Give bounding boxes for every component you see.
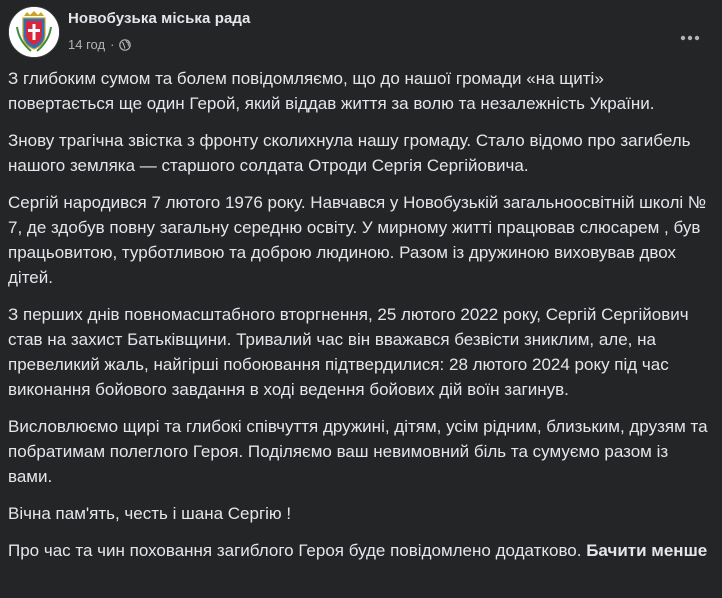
globe-icon[interactable] (119, 39, 131, 51)
post-paragraph: Вічна пам'ять, честь і шана Сергію ! (8, 504, 292, 523)
post-paragraph: Знову трагічна звістка з фронту сколихнула нашу громаду. Стало відомо про загибель нашого земляка — старшого солдата Отроди Сергія Сергійовича. (8, 131, 691, 175)
more-options-icon (680, 35, 700, 41)
last-paragraph-text: Про час та чин поховання загиблого Героя буде повідомлено додатково. (8, 541, 582, 560)
post-time[interactable]: 14 год (68, 37, 106, 52)
page-avatar[interactable] (8, 6, 60, 58)
post-paragraph-last (8, 538, 714, 563)
post-paragraph: З глибоким сумом та болем повідомляємо, що до нашої громади «на щиті» повертається ще один Герой, який віддав життя за волю та незалежність України. (8, 69, 655, 113)
post-paragraph: З перших днів повномасштабного вторгнення, 25 лютого 2022 року, Сергій Сергійович став на захист Батьківщини. Тривалий час він вважався безвісти зниклим, але, на превеликий жаль, найгірші побоювання підтвердилися: 28 лютого 2024 року під час виконання бойового завдання в ході ведення бойових дій воїн загинув. (8, 305, 689, 399)
coat-of-arms-icon (9, 7, 59, 57)
post-text (8, 66, 714, 575)
post-meta (68, 37, 131, 52)
meta-separator: · (110, 37, 115, 52)
post-paragraph: Сергій народився 7 лютого 1976 року. Навчався у Новобузькій загальноосвітній школі № 7, де здобув повну загальну середню освіту. У мирному житті працював слюсарем , був працьовитою, турботливою та доброю людиною. Разом із дружиною виховував двох дітей. (8, 193, 707, 287)
more-options-button[interactable] (672, 20, 708, 56)
post-header (8, 6, 722, 62)
page-name[interactable]: Новобузька міська рада (68, 10, 251, 27)
see-less-button[interactable]: Бачити менше (586, 541, 708, 560)
post-paragraph: Висловлюємо щирі та глибокі співчуття дружині, дітям, усім рідним, близьким, друзям та побратимам полеглого Героя. Поділяємо ваш невимовний біль та сумуємо разом із вами. (8, 417, 708, 486)
